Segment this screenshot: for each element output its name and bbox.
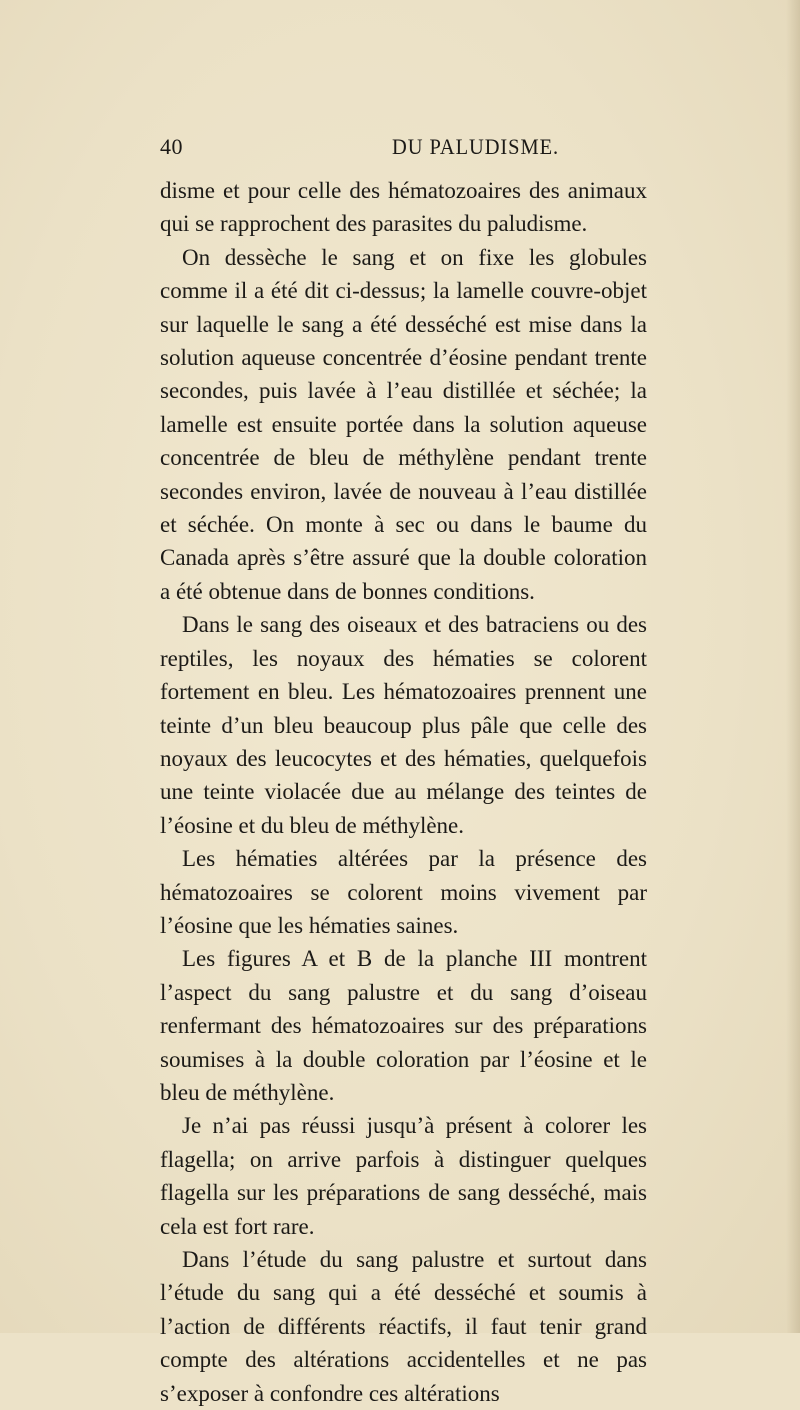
running-title: DU PALUDISME. xyxy=(392,134,560,159)
page-number: 40 xyxy=(160,134,183,159)
paragraph: Les figures A et B de la planche III montrent l’aspect du sang palustre et du sang d’oiseau renfermant des hématozoaires sur des préparations soumises à la double coloration par l’éosine et le bleu de méthylène. xyxy=(160,946,647,1105)
paragraph: Je n’ai pas réussi jusqu’à présent à colorer les flagella; on arrive parfois à distinguer quelques flagella sur les préparations de sang desséché, mais cela est fort rare. xyxy=(160,1113,647,1239)
paragraph: Dans le sang des oiseaux et des batraciens ou des reptiles, les noyaux des hématies se colorent fortement en bleu. Les hématozoaires prennent une teinte d’un bleu beaucoup plus pâle que celle des noyaux des leucocytes et des hématies, quelquefois une teinte violacée due au mélange des teintes de l’éosine et du bleu de méthylène. xyxy=(160,612,647,838)
paragraph: Les hématies altérées par la présence des hématozoaires se colorent moins vivement par l’éosine que les hématies saines. xyxy=(160,846,647,938)
running-head xyxy=(160,134,640,164)
paragraph-continuation: disme et pour celle des hématozoaires des animaux qui se rapprochent des parasites du paludisme. xyxy=(160,178,647,237)
paragraph: Dans l’étude du sang palustre et surtout dans l’étude du sang qui a été desséché et soumis à l’action de différents réactifs, il faut tenir grand compte des altérations accidentelles et ne pas s’exposer à confondre ces altérations xyxy=(160,1247,647,1406)
body-text xyxy=(160,174,647,1410)
paragraph: On dessèche le sang et on fixe les globules comme il a été dit ci-dessus; la lamelle couvre-objet sur laquelle le sang a été desséché est mise dans la solution aqueuse concentrée d’éosine pendant trente secondes, puis lavée à l’eau distillée et séchée; la lamelle est ensuite portée dans la solution aqueuse concentrée de bleu de méthylène pendant trente secondes environ, lavée de nouveau à l’eau distillée et séchée. On monte à sec ou dans le baume du Canada après s’être assuré que la double coloration a été obtenue dans de bonnes conditions. xyxy=(160,244,647,604)
page-edge-shadow xyxy=(786,0,800,1333)
